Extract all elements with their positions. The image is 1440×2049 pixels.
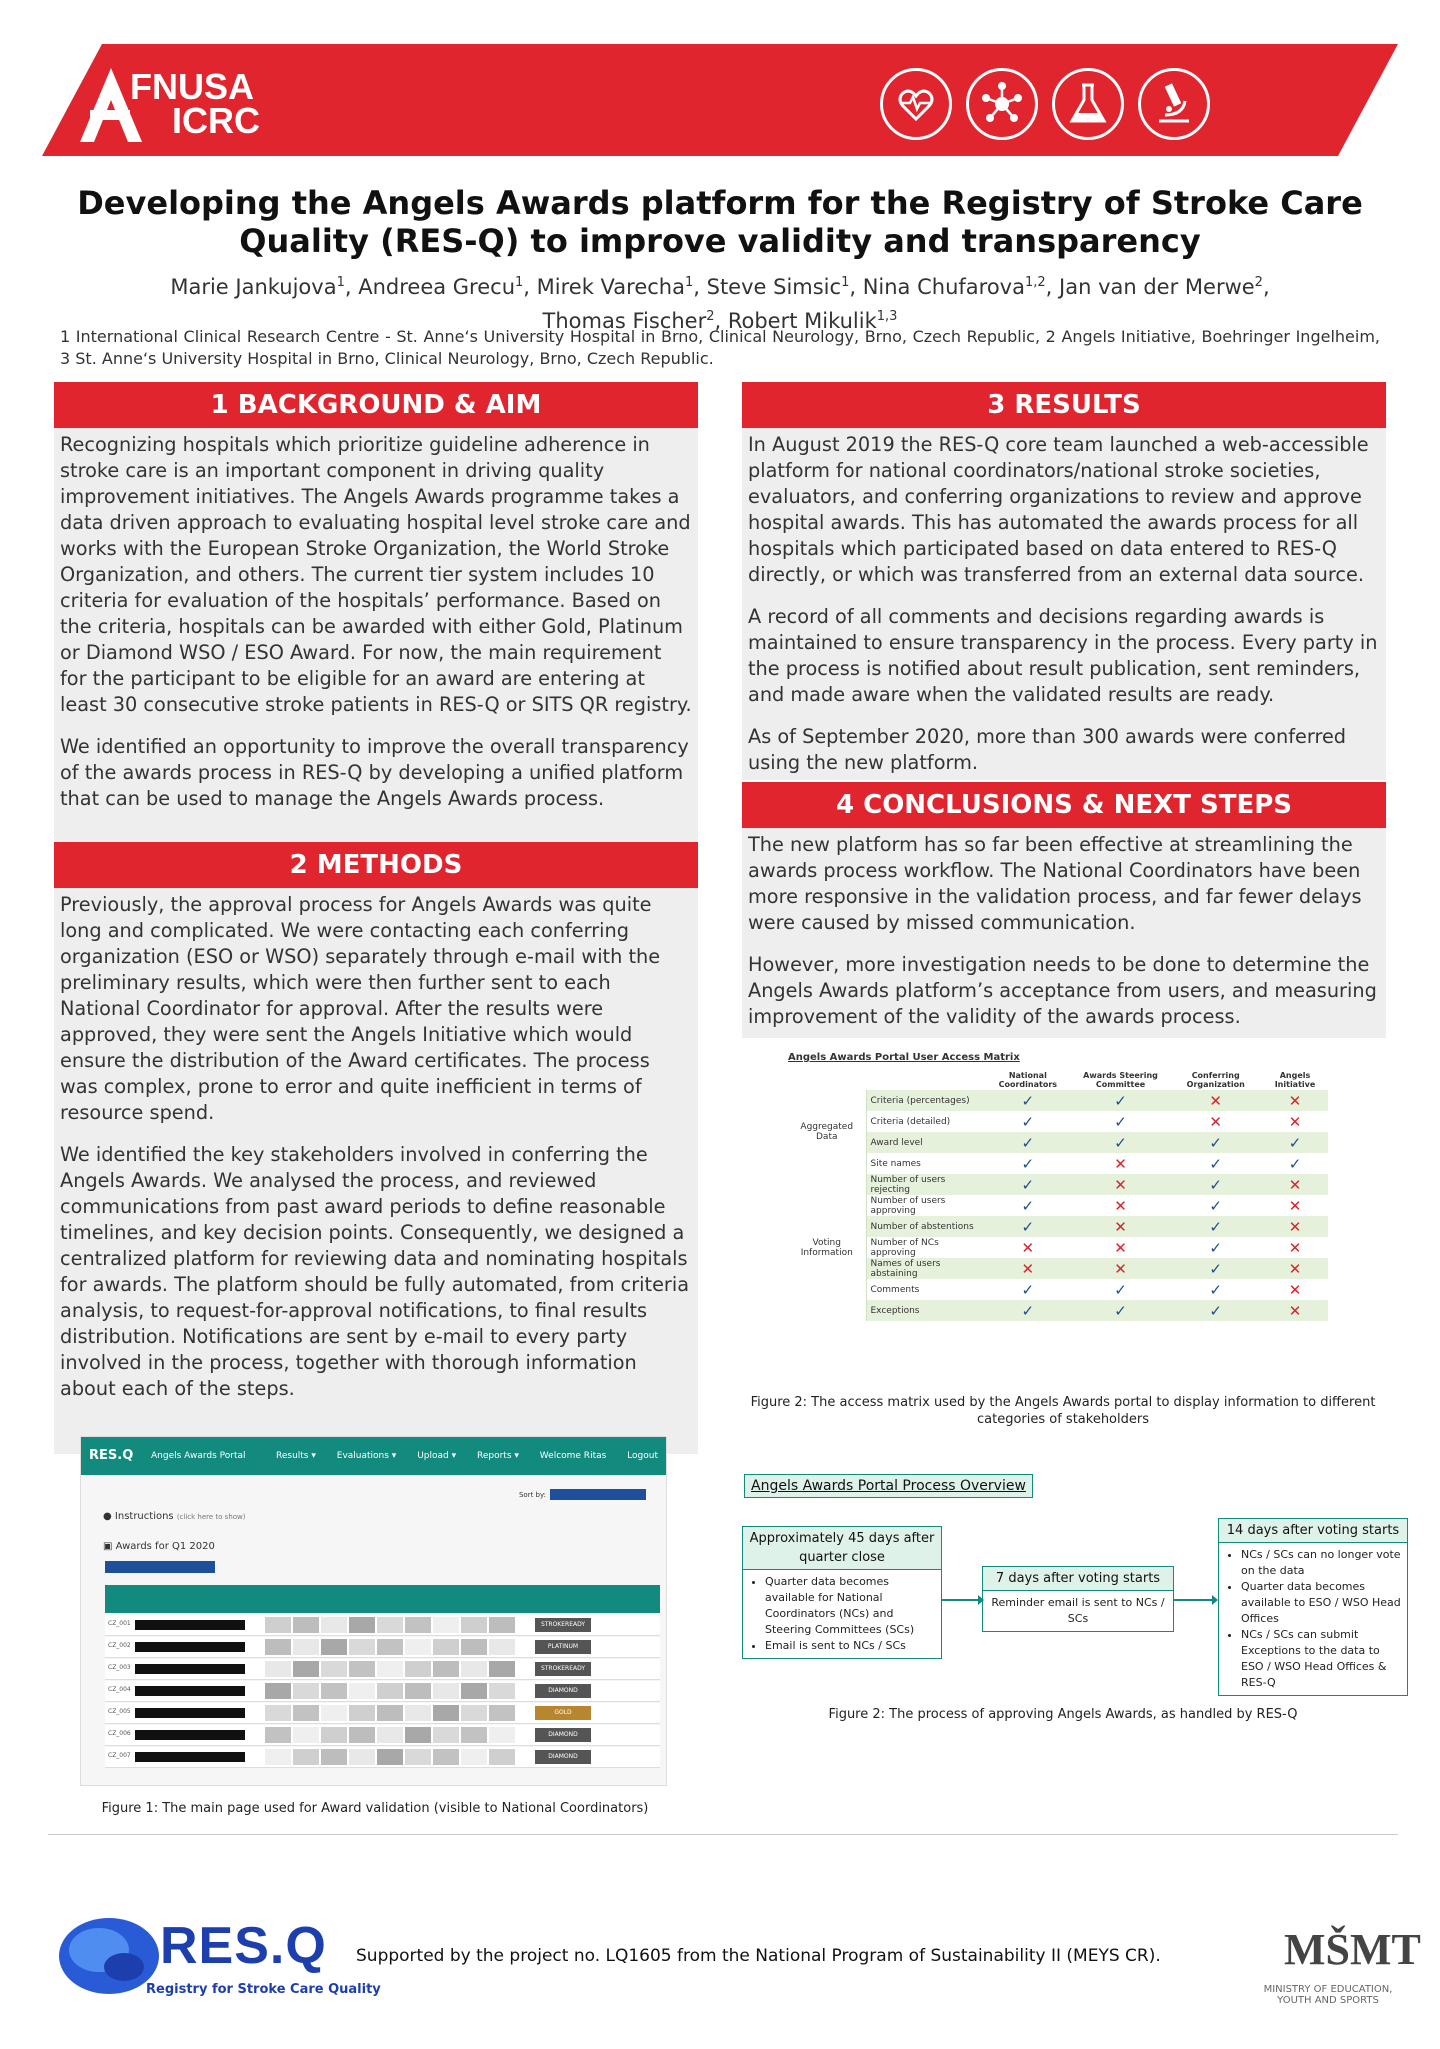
site-id: CZ_003 <box>108 1664 131 1671</box>
matrix-row <box>788 1300 1328 1321</box>
cross-icon: ✕ <box>1262 1174 1328 1195</box>
cross-icon: ✕ <box>1262 1216 1328 1237</box>
table-row[interactable] <box>105 1681 660 1702</box>
criteria-cell <box>265 1727 291 1743</box>
site-id: CZ_007 <box>108 1752 131 1759</box>
matrix-row <box>788 1111 1328 1132</box>
cross-icon: ✕ <box>1072 1258 1170 1279</box>
matrix-row-label: Number of users rejecting <box>866 1174 984 1195</box>
criteria-cell <box>349 1705 375 1721</box>
methods-body <box>54 888 698 1454</box>
matrix-row <box>788 1090 1328 1111</box>
table-row[interactable] <box>105 1703 660 1724</box>
col-conferring-organization: Conferring Organization <box>1186 1070 1245 1089</box>
access-matrix <box>788 1052 1328 1384</box>
criteria-cell <box>349 1683 375 1699</box>
instructions-row[interactable]: ● Instructions (click here to show) <box>103 1511 246 1522</box>
table-row[interactable] <box>105 1615 660 1636</box>
portal-title: Angels Awards Portal <box>151 1451 246 1461</box>
matrix-row-label: Names of users abstaining <box>866 1258 984 1279</box>
criteria-cell <box>405 1683 431 1699</box>
menu-evaluations[interactable]: Evaluations ▾ <box>336 1451 397 1461</box>
affiliations: 1 International Clinical Research Centre - St. Anne‘s University Hospital in Brno, Clinical Neurology, Brno, Czech Republic, 2 Angels Initiative, Boehringer Ingelheim, 3 St. Anne‘s University Hospital in Brno, Clinical Neurology, Brno, Czech Republic. <box>60 327 1380 368</box>
portal-menu <box>258 1437 658 1475</box>
criteria-cell <box>461 1749 487 1765</box>
author-name: Nina Chufarova <box>862 275 1025 299</box>
ministry-name <box>1248 1984 1408 2006</box>
criteria-cell <box>433 1727 459 1743</box>
criteria-cell <box>461 1617 487 1633</box>
cross-icon: ✕ <box>1288 1112 1302 1131</box>
criteria-cell <box>405 1705 431 1721</box>
site-id: CZ_004 <box>108 1686 131 1693</box>
check-icon: ✓ <box>1072 1132 1170 1153</box>
redacted-site-name <box>135 1664 245 1674</box>
cross-icon: ✕ <box>1114 1154 1127 1173</box>
results-paragraph-2: A record of all comments and decisions regarding awards is maintained to ensure transparency in the process. Every party in the process is notified about result publication, sent reminders, and made aware when the validated results are ready. <box>748 605 1378 706</box>
check-icon: ✓ <box>1021 1280 1035 1299</box>
criteria-cell <box>461 1639 487 1655</box>
criteria-cell <box>433 1749 459 1765</box>
criteria-cell <box>489 1661 515 1677</box>
criteria-cell <box>349 1661 375 1677</box>
criteria-cell <box>433 1639 459 1655</box>
background-heading: 1 BACKGROUND & AIM <box>54 382 698 428</box>
cross-icon: ✕ <box>1262 1300 1328 1321</box>
molecule-icon <box>966 68 1038 140</box>
check-icon: ✓ <box>1209 1238 1222 1257</box>
results-section <box>742 382 1386 780</box>
check-icon: ✓ <box>984 1216 1072 1237</box>
criteria-cell <box>377 1705 403 1721</box>
methods-paragraph-1: Previously, the approval process for Angels Awards was quite long and complicated. We were contacting each conferring organization (ESO or WSO) separately through e-mail with the preliminary results, which were then further sent to each National Coordinator for approval. After the results were approved, they were sent the Angels Initiative which would ensure the distribution of the Award certificates. The process was complex, prone to error and quite inefficient in terms of resource spend. <box>60 893 661 1124</box>
flask-icon <box>1052 68 1124 140</box>
matrix-row-label: Award level <box>866 1132 984 1153</box>
author-list: Marie Jankujova$^1$, Andreea Grecu$^1$, Mirek Varecha$^1$, Steve Simsic$^1$, Nina Chufarova$^{1,2}$, Jan van der Merwe$^2$, Thomas Fischer$^2$, Robert Mikulik$^{1,3}$ <box>170 275 1270 333</box>
check-icon: ✓ <box>1169 1216 1262 1237</box>
criteria-cell <box>293 1683 319 1699</box>
support-statement: Supported by the project no. LQ1605 from the National Program of Sustainability II (MEYS CR). <box>356 1946 1161 1966</box>
check-icon: ✓ <box>1021 1112 1035 1131</box>
background-paragraph-1: Recognizing hospitals which prioritize guideline adherence in stroke care is an important component in driving quality improvement initiatives. The Angels Awards programme takes a data driven approach to evaluating hospital level stroke care and works with the European Stroke Organization, the World Stroke Organization, and others. The current tier system includes 10 criteria for evaluation of the hospitals’ performance. Based on the criteria, hospitals can be awarded with either Gold, Platinum or Diamond WSO / ESO Award. For now, the main requirement for the participant to be eligible for an award are entering at least 30 consecutive stroke patients in RES-Q or SITS QR registry. <box>60 433 692 716</box>
check-icon: ✓ <box>1021 1154 1035 1173</box>
sort-label: Sort by: <box>518 1491 546 1499</box>
matrix-row-label: Number of NCs approving <box>870 1237 939 1258</box>
table-header <box>105 1585 660 1613</box>
matrix-row <box>788 1195 1328 1216</box>
check-icon: ✓ <box>1169 1174 1262 1195</box>
methods-heading: 2 METHODS <box>54 842 698 888</box>
table-row[interactable] <box>105 1747 660 1768</box>
criteria-cell <box>293 1705 319 1721</box>
criteria-cell <box>293 1727 319 1743</box>
redacted-site-name <box>135 1620 245 1630</box>
criteria-cell <box>377 1639 403 1655</box>
criteria-cell <box>489 1617 515 1633</box>
results-body <box>742 428 1386 780</box>
table-row[interactable] <box>105 1725 660 1746</box>
matrix-row <box>788 1258 1328 1279</box>
conclusions-paragraph-2: However, more investigation needs to be done to determine the Angels Awards platform’s acceptance from users, and measuring improvement of the validity of the awards process. <box>748 953 1377 1028</box>
menu-results[interactable]: Results ▾ <box>276 1451 316 1461</box>
menu-upload[interactable]: Upload ▾ <box>417 1451 457 1461</box>
matrix-table <box>788 1069 1328 1321</box>
criteria-cell <box>321 1617 347 1633</box>
criteria-cell <box>265 1749 291 1765</box>
author-name: Robert Mikulik <box>727 309 877 333</box>
award-badge: GOLD <box>535 1706 591 1720</box>
criteria-cell <box>461 1727 487 1743</box>
criteria-cell <box>405 1639 431 1655</box>
author-affiliation-mark: 2 <box>706 309 715 324</box>
author-affiliation-mark: 1 <box>515 275 524 290</box>
criteria-cell <box>377 1683 403 1699</box>
matrix-row-label: Criteria (detailed) <box>870 1116 951 1127</box>
matrix-row-label: Criteria (percentages) <box>866 1090 984 1111</box>
process-step-2-bullet-1: Reminder email is sent to NCs / SCs <box>991 1596 1165 1625</box>
ministry-logo: MŠMT <box>1284 1925 1421 1974</box>
methods-section <box>54 842 698 1454</box>
conclusions-paragraph-1: The new platform has so far been effective at streamlining the awards process workflow. The National Coordinators have been more responsive in the validation process, and far fewer delays were caused by missed communication. <box>748 833 1362 934</box>
process-step-3-header: 14 days after voting starts <box>1219 1519 1407 1543</box>
matrix-row-label: Number of abstentions <box>866 1216 984 1237</box>
check-icon: ✓ <box>1114 1112 1127 1131</box>
criteria-cell <box>321 1705 347 1721</box>
check-icon: ✓ <box>1021 1196 1035 1215</box>
process-step-3-bullet-3: • NCs / SCs can submit Exceptions to the data to ESO / WSO Head Offices & RES-Q <box>1241 1627 1401 1691</box>
site-id: CZ_006 <box>108 1730 131 1737</box>
award-badge: DIAMOND <box>535 1750 591 1764</box>
resq-tagline: Registry for Stroke Care Quality <box>146 1982 381 1997</box>
criteria-cell <box>433 1617 459 1633</box>
criteria-cell <box>321 1749 347 1765</box>
criteria-cell <box>293 1661 319 1677</box>
matrix-row <box>788 1174 1328 1195</box>
process-step-3-bullet-1: • NCs / SCs can no longer vote on the data <box>1241 1547 1401 1579</box>
award-badge: DIAMOND <box>535 1728 591 1742</box>
process-step-1-bullet-1: • Quarter data becomes available for National Coordinators (NCs) and Steering Committees (SCs) <box>765 1574 935 1638</box>
sort-buttons[interactable] <box>550 1489 646 1500</box>
redacted-site-name <box>135 1642 245 1652</box>
check-icon: ✓ <box>1114 1280 1127 1299</box>
process-arrows <box>940 1560 1220 1640</box>
site-id: CZ_001 <box>108 1620 131 1627</box>
site-id: CZ_005 <box>108 1708 131 1715</box>
criteria-cell <box>461 1683 487 1699</box>
criteria-cell <box>265 1683 291 1699</box>
process-step-3 <box>1218 1518 1408 1696</box>
criteria-cell <box>489 1705 515 1721</box>
author-affiliation-mark: 1 <box>336 275 345 290</box>
criteria-cell <box>265 1617 291 1633</box>
menu-welcome[interactable]: Welcome Ritas <box>539 1451 607 1461</box>
brand-line2: ICRC <box>172 100 260 141</box>
criteria-cell <box>293 1639 319 1655</box>
process-step-1-header: Approximately 45 days after quarter close <box>743 1527 941 1570</box>
author-affiliation-mark: 1 <box>684 275 694 290</box>
poster-title: Developing the Angels Awards platform for the Registry of Stroke Care Quality (RES-Q) to improve validity and transparency <box>77 184 1363 260</box>
heart-brain-icon <box>880 68 952 140</box>
table-row[interactable] <box>105 1637 660 1658</box>
redacted-site-name <box>135 1730 245 1740</box>
results-paragraph-3: As of September 2020, more than 300 awards were conferred using the new platform. <box>748 725 1347 774</box>
cross-icon: ✕ <box>1072 1174 1170 1195</box>
col-angels-initiative: Angels Initiative <box>1274 1070 1316 1089</box>
results-paragraph-1: In August 2019 the RES-Q core team launched a web-accessible platform for national coordinators/national stroke societies, evaluators, and conferring organizations to review and approve hospital awards. This has automated the awards process for all hospitals which participated based on data entered to RES-Q directly, or which was transferred from an external data source. <box>748 433 1369 586</box>
criteria-cell <box>405 1661 431 1677</box>
ministry-line1: MINISTRY OF EDUCATION, <box>1263 1984 1393 1995</box>
background-section <box>54 382 698 880</box>
criteria-cell <box>321 1639 347 1655</box>
toolbar-buttons[interactable] <box>105 1561 215 1573</box>
check-icon: ✓ <box>1072 1300 1170 1321</box>
matrix-row-label: Site names <box>870 1158 921 1169</box>
cross-icon: ✕ <box>1262 1090 1328 1111</box>
award-badge: STROKEREADY <box>535 1662 591 1676</box>
award-badge: STROKEREADY <box>535 1618 591 1632</box>
criteria-cell <box>377 1617 403 1633</box>
background-paragraph-2: We identified an opportunity to improve the overall transparency of the awards process in RES-Q by developing a unified platform that can be used to manage the Angels Awards process. <box>60 735 689 810</box>
author-name: Andreea Grecu <box>358 275 516 299</box>
criteria-cell <box>433 1705 459 1721</box>
cross-icon: ✕ <box>984 1258 1072 1279</box>
process-step-1-bullet-2: • Email is sent to NCs / SCs <box>765 1638 935 1654</box>
cross-icon: ✕ <box>1288 1196 1302 1215</box>
menu-reports[interactable]: Reports ▾ <box>477 1451 519 1461</box>
criteria-cell <box>489 1683 515 1699</box>
criteria-cell <box>321 1683 347 1699</box>
matrix-row <box>788 1237 1328 1258</box>
methods-paragraph-2: We identified the key stakeholders involved in conferring the Angels Awards. We analysed the process, and reviewed communications from past award periods to define reasonable timelines, and key decision points. Consequently, we designed a centralized platform for reviewing data and nominating hospitals for awards. The platform should be fully automated, from criteria analysis, to request-for-approval notifications, to final results distribution. Notifications are sent by e-mail to every party involved in the process, together with thorough information about each of the steps. <box>60 1143 690 1400</box>
process-step-2-header: 7 days after voting starts <box>983 1567 1173 1591</box>
check-icon: ✓ <box>1209 1196 1222 1215</box>
matrix-row <box>788 1279 1328 1300</box>
check-icon: ✓ <box>1288 1154 1302 1173</box>
results-heading: 3 RESULTS <box>742 382 1386 428</box>
matrix-group-label: Voting Information <box>788 1174 866 1321</box>
check-icon: ✓ <box>1209 1154 1222 1173</box>
criteria-cell <box>349 1727 375 1743</box>
brand-line1: FNUSA <box>130 66 254 107</box>
check-icon: ✓ <box>1209 1280 1222 1299</box>
check-icon: ✓ <box>1169 1132 1262 1153</box>
criteria-cell <box>489 1639 515 1655</box>
conclusions-body <box>742 828 1386 1038</box>
matrix-row-label: Exceptions <box>866 1300 984 1321</box>
criteria-cell <box>265 1661 291 1677</box>
table-row[interactable] <box>105 1659 660 1680</box>
author-name: Steve Simsic <box>706 275 842 299</box>
criteria-cell <box>349 1639 375 1655</box>
criteria-cell <box>489 1749 515 1765</box>
matrix-row <box>788 1153 1328 1174</box>
criteria-cell <box>377 1727 403 1743</box>
check-icon: ✓ <box>984 1174 1072 1195</box>
portal-topbar <box>81 1437 666 1475</box>
author-name: Jan van der Merwe <box>1059 275 1255 299</box>
cross-icon: ✕ <box>1169 1090 1262 1111</box>
cross-icon: ✕ <box>1262 1258 1328 1279</box>
microscope-icon <box>1138 68 1210 140</box>
matrix-body <box>788 1090 1328 1321</box>
criteria-cell <box>321 1727 347 1743</box>
criteria-cell <box>433 1661 459 1677</box>
menu-logout[interactable]: Logout <box>627 1451 658 1461</box>
criteria-cell <box>265 1639 291 1655</box>
background-body <box>54 428 698 880</box>
check-icon: ✓ <box>1169 1300 1262 1321</box>
matrix-row-label: Number of users approving <box>870 1195 946 1216</box>
footer-divider <box>48 1834 1398 1835</box>
cross-icon: ✕ <box>1021 1238 1035 1257</box>
fnusa-icrc-wordmark <box>130 66 260 141</box>
figure1-screenshot <box>80 1436 667 1786</box>
author-affiliation-mark: 1 <box>841 275 850 290</box>
cross-icon: ✕ <box>1114 1238 1127 1257</box>
figure1-caption: Figure 1: The main page used for Award validation (visible to National Coordinators) <box>101 1801 649 1816</box>
criteria-cell <box>349 1749 375 1765</box>
check-icon: ✓ <box>984 1090 1072 1111</box>
matrix-row <box>788 1132 1328 1153</box>
check-icon: ✓ <box>1169 1258 1262 1279</box>
cross-icon: ✕ <box>1114 1196 1127 1215</box>
cross-icon: ✕ <box>1209 1112 1222 1131</box>
author-name: Thomas Fischer <box>542 309 707 333</box>
process-step-1 <box>742 1526 942 1659</box>
criteria-cell <box>377 1661 403 1677</box>
author-name: Mirek Varecha <box>536 275 685 299</box>
awards-for-row: ▣ Awards for Q1 2020 <box>103 1541 215 1552</box>
criteria-cell <box>377 1749 403 1765</box>
instructions-label: Instructions <box>114 1511 174 1522</box>
check-icon: ✓ <box>1072 1090 1170 1111</box>
process-step-3-bullet-2: • Quarter data becomes available to ESO / WSO Head Offices <box>1241 1579 1401 1627</box>
criteria-cell <box>461 1705 487 1721</box>
check-icon: ✓ <box>1262 1132 1328 1153</box>
author-affiliation-mark: 2 <box>1254 275 1263 290</box>
criteria-cell <box>489 1727 515 1743</box>
matrix-row <box>788 1216 1328 1237</box>
criteria-cell <box>405 1617 431 1633</box>
instructions-hint: (click here to show) <box>176 1513 246 1521</box>
cross-icon: ✕ <box>1072 1216 1170 1237</box>
criteria-cell <box>293 1749 319 1765</box>
criteria-cell <box>265 1705 291 1721</box>
cross-icon: ✕ <box>1288 1238 1302 1257</box>
col-steering-committee: Awards Steering Committee <box>1083 1070 1158 1089</box>
criteria-cell <box>405 1727 431 1743</box>
redacted-site-name <box>135 1752 245 1762</box>
redacted-site-name <box>135 1708 245 1718</box>
matrix-row-label: Comments <box>870 1284 920 1295</box>
ministry-line2: YOUTH AND SPORTS <box>1277 1995 1379 2006</box>
col-national-coordinators: National Coordinators <box>998 1070 1058 1089</box>
criteria-cell <box>321 1661 347 1677</box>
award-badge: DIAMOND <box>535 1684 591 1698</box>
cross-icon: ✕ <box>1288 1280 1302 1299</box>
matrix-title: Angels Awards Portal User Access Matrix <box>788 1052 1020 1063</box>
awards-for-label: Awards for Q1 2020 <box>115 1541 215 1552</box>
criteria-cell <box>349 1617 375 1633</box>
resq-logo: RES.Q <box>160 1917 327 1975</box>
criteria-cell <box>461 1661 487 1677</box>
criteria-cell <box>293 1617 319 1633</box>
figure2-process-caption: Figure 2: The process of approving Angels Awards, as handled by RES-Q <box>828 1707 1298 1722</box>
conclusions-heading: 4 CONCLUSIONS & NEXT STEPS <box>742 782 1386 828</box>
criteria-cell <box>405 1749 431 1765</box>
award-badge: PLATINUM <box>535 1640 591 1654</box>
conclusions-section <box>742 782 1386 1038</box>
check-icon: ✓ <box>984 1300 1072 1321</box>
portal-logo: RES.Q <box>89 1448 134 1463</box>
criteria-cell <box>433 1683 459 1699</box>
figure2-matrix-caption: Figure 2: The access matrix used by the Angels Awards portal to display information to different categories of stakeholders <box>750 1395 1376 1427</box>
author-name: Marie Jankujova <box>170 275 337 299</box>
author-affiliation-mark: 1,3 <box>876 309 898 324</box>
matrix-group-label: Aggregated Data <box>788 1090 866 1174</box>
author-affiliation-mark: 1,2 <box>1024 275 1046 290</box>
check-icon: ✓ <box>984 1132 1072 1153</box>
redacted-site-name <box>135 1686 245 1696</box>
site-id: CZ_002 <box>108 1642 131 1649</box>
process-title: Angels Awards Portal Process Overview <box>744 1474 1033 1498</box>
